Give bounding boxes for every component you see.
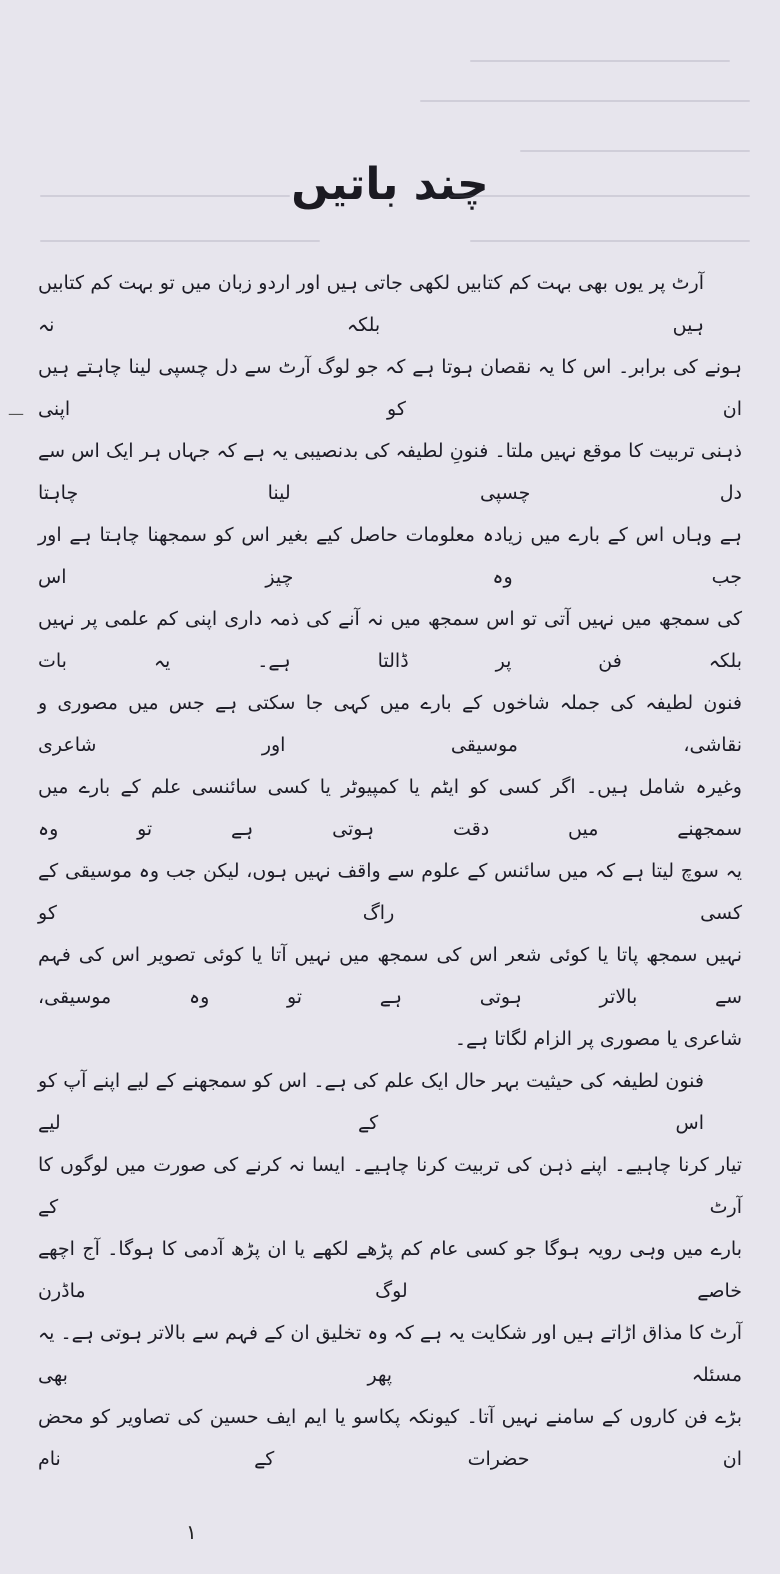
page-title: چند باتیں [291, 159, 489, 210]
bleed-through-text [0, 60, 780, 62]
text-line: وغیرہ شامل ہیں۔ اگر کسی کو ایٹم یا کمپیوٹر یا کسی سائنسی علم کے بارے میں سمجھنے میں دقت ہوتی ہے تو وہ [38, 776, 742, 840]
bleed-through-text [0, 150, 780, 152]
text-line: ہونے کی برابر۔ اس کا یہ نقصان ہوتا ہے کہ جو لوگ آرٹ سے دل چسپی لینا چاہتے ہیں ان کو اپنی [38, 356, 743, 420]
text-line: تیار کرنا چاہیے۔ اپنے ذہن کی تربیت کرنا چاہیے۔ ایسا نہ کرنے کی صورت میں لوگوں کا آرٹ کے [38, 1154, 742, 1218]
text-line: ذہنی تربیت کا موقع نہیں ملتا۔ فنونِ لطیفہ کی بدنصیبی یہ ہے کہ جہاں ہر ایک اس سے دل چسپی لینا چاہتا [38, 440, 742, 504]
body-text [38, 262, 742, 1480]
text-line: ہے وہاں اس کے بارے میں زیادہ معلومات حاصل کیے بغیر اس کو سمجھنا چاہتا ہے اور جب وہ چیز اس [38, 524, 742, 588]
bleed-through-text [0, 195, 780, 197]
text-line: آرٹ پر یوں بھی بہت کم کتابیں لکھی جاتی ہیں اور اردو زبان میں تو بہت کم کتابیں ہیں بلکہ نہ [38, 272, 704, 336]
paragraph [38, 262, 742, 1060]
bleed-through-text [0, 240, 780, 242]
text-line: بارے میں وہی رویہ ہوگا جو کسی عام کم پڑھے لکھے یا ان پڑھ آدمی کا ہوگا۔ آج اچھے خاصے لوگ ماڈرن [38, 1238, 743, 1302]
text-line: بڑے فن کاروں کے سامنے نہیں آتا۔ کیونکہ پکاسو یا ایم ایف حسین کی تصاویر کو محض ان حضرات کے نام [38, 1406, 742, 1470]
text-line: کی سمجھ میں نہیں آتی تو اس سمجھ میں نہ آنے کی ذمہ داری اپنی کم علمی پر نہیں بلکہ فن پر ڈالتا ہے۔ یہ بات [38, 608, 742, 672]
page-number: ۱ [186, 1520, 197, 1544]
text-line: شاعری یا مصوری پر الزام لگاتا ہے۔ [454, 1028, 742, 1050]
text-line: نہیں سمجھ پاتا یا کوئی شعر اس کی سمجھ میں نہیں آتا یا کوئی تصویر اس کی فہم سے بالاتر ہوتی ہے تو وہ موسیقی، [38, 944, 742, 1008]
text-line: فنون لطیفہ کی حیثیت بہر حال ایک علم کی ہے۔ اس کو سمجھنے کے لیے اپنے آپ کو اس کے لیے [38, 1070, 704, 1134]
text-line: فنون لطیفہ کی جملہ شاخوں کے بارے میں کہی جا سکتی ہے جس میں مصوری و نقاشی، موسیقی اور شاعری [38, 692, 742, 756]
text-line: یہ سوچ لیتا ہے کہ میں سائنس کے علوم سے واقف نہیں ہوں، لیکن جب وہ موسیقی کے کسی راگ کو [38, 860, 742, 924]
bleed-through-text [0, 100, 780, 102]
paragraph [38, 1060, 742, 1480]
text-line: آرٹ کا مذاق اڑاتے ہیں اور شکایت یہ ہے کہ وہ تخلیق ان کے فہم سے بالاتر ہوتی ہے۔ یہ مسئلہ پھر بھی [38, 1322, 742, 1386]
margin-mark: — [8, 404, 24, 423]
